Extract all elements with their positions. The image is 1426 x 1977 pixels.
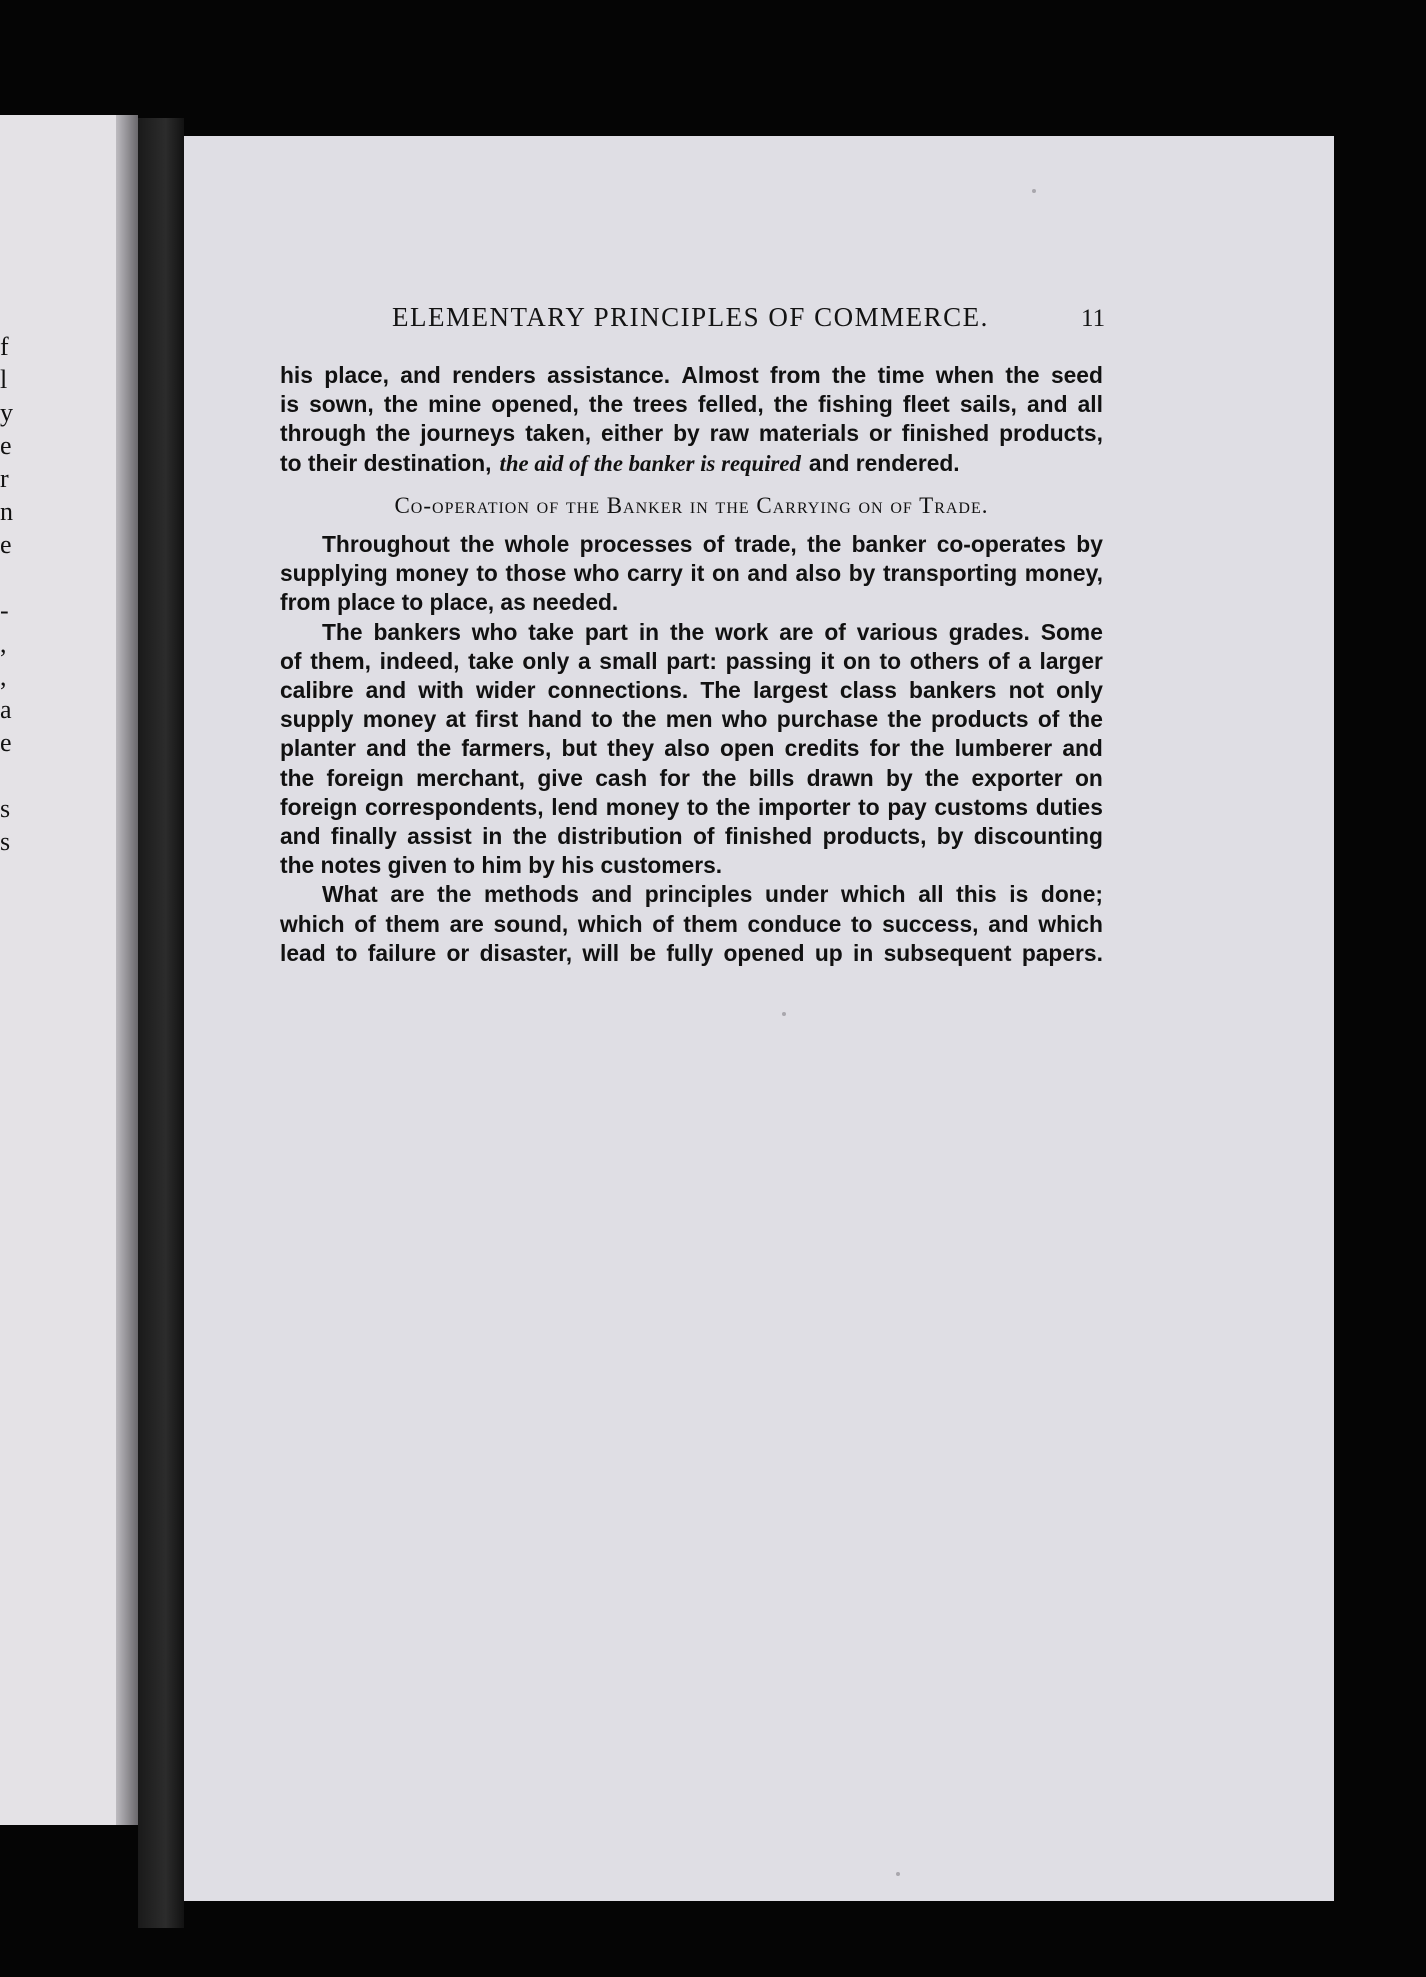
text-line: Throughout the whole processes of trade, the banker co-operates by xyxy=(322,531,1103,558)
text-line xyxy=(280,449,1103,478)
edge-char: - xyxy=(0,596,9,625)
edge-char: s xyxy=(0,794,11,823)
left-page-edge-text xyxy=(0,330,18,858)
text-line: calibre and with wider connections. The largest class bankers not only xyxy=(280,677,1103,704)
edge-char: n xyxy=(0,497,13,526)
text-line: lead to failure or disaster, will be fully opened up in subsequent papers. xyxy=(280,939,1103,966)
text-line: of them, indeed, take only a small part: passing it on to others of a larger xyxy=(280,647,1103,674)
body-text xyxy=(280,361,1103,968)
edge-char: , xyxy=(0,662,7,691)
text-line: foreign correspondents, lend money to the importer to pay customs duties xyxy=(280,793,1103,820)
text-line: The bankers who take part in the work are of various grades. Some xyxy=(322,618,1103,645)
text-segment: and rendered. xyxy=(808,449,960,476)
text-line: supply money at first hand to the men who purchase the products of the xyxy=(280,706,1103,733)
edge-char: e xyxy=(0,431,12,460)
edge-char: s xyxy=(0,827,11,856)
section-heading: Co-operation of the Banker in the Carrying on of Trade. xyxy=(394,492,989,518)
edge-char: r xyxy=(0,464,9,493)
book-binding xyxy=(138,118,184,1928)
left-page-spine-shadow xyxy=(116,115,138,1825)
edge-char: e xyxy=(0,530,12,559)
edge-char: e xyxy=(0,728,12,757)
text-line: What are the methods and principles under which all this is done; xyxy=(322,881,1103,908)
text-line: from place to place, as needed. xyxy=(280,589,619,616)
text-segment: to their destination, xyxy=(280,449,492,476)
text-line: supplying money to those who carry it on and also by transporting money, xyxy=(280,560,1103,587)
edge-char xyxy=(0,759,18,792)
edge-char: f xyxy=(0,332,9,361)
text-line: is sown, the mine opened, the trees felled, the fishing fleet sails, and all xyxy=(280,391,1103,418)
italic-phrase: the aid of the banker is required xyxy=(499,450,801,476)
page-number: 11 xyxy=(1081,305,1106,332)
paper-speck xyxy=(782,1012,786,1016)
text-line: the foreign merchant, give cash for the bills drawn by the exporter on xyxy=(280,764,1103,791)
edge-char xyxy=(0,561,18,594)
text-line: planter and the farmers, but they also open credits for the lumberer and xyxy=(280,735,1103,762)
paper-speck xyxy=(1032,189,1036,193)
text-line: through the journeys taken, either by raw materials or finished products, xyxy=(280,420,1103,447)
text-line: his place, and renders assistance. Almost from the time when the seed xyxy=(280,362,1103,388)
left-page xyxy=(0,115,138,1825)
paper-speck xyxy=(896,1872,900,1876)
text-line: and finally assist in the distribution of finished products, by discounting xyxy=(280,823,1103,850)
edge-char: , xyxy=(0,629,7,658)
running-header: ELEMENTARY PRINCIPLES OF COMMERCE. xyxy=(392,302,989,332)
text-line: the notes given to him by his customers. xyxy=(280,852,723,879)
edge-char: y xyxy=(0,398,13,427)
edge-char: l xyxy=(0,365,8,394)
text-line: which of them are sound, which of them conduce to success, and which xyxy=(280,910,1103,937)
edge-char: a xyxy=(0,695,12,724)
